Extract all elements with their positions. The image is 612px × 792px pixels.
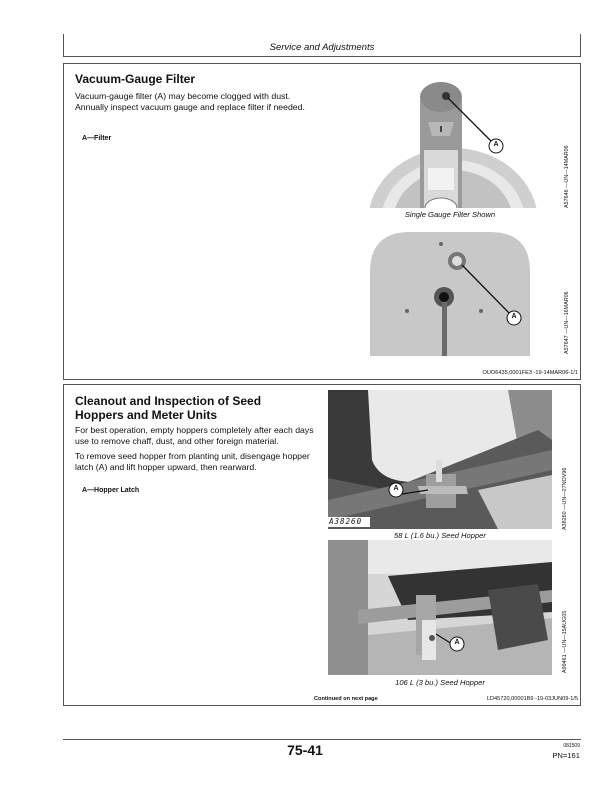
figure-gauge-face-photo [370,232,566,356]
figure-58l-hopper-photo [328,390,552,529]
section-paragraph: For best operation, empty hoppers completely after each days use to remove chaff, dust, and other foreign material. [75,425,314,446]
header-left-rule [63,34,64,56]
figure-side-code: A38260 —UN—27NOV96 [562,467,568,530]
hopper-58l-illustration [328,390,552,529]
callout-hopper-latch: A—Hopper Latch [82,487,140,494]
figure-caption: 106 L (3 bu.) Seed Hopper [395,678,485,687]
gauge-face-illustration [370,232,566,356]
footer-date-code: 081509 [563,743,580,749]
figure-caption: Single Gauge Filter Shown [404,210,496,219]
hopper-106l-illustration [328,540,552,675]
gauge-filter-illustration [370,80,566,208]
figure-gauge-filter-photo [370,80,566,208]
figure-label-a: A [454,639,460,646]
callout-filter: A—Filter [82,135,112,142]
section-paragraph: To remove seed hopper from planting unit, disengage hopper latch (A) and lift hopper upward, then rearward. [75,451,310,472]
figure-caption: 58 L (1.6 bu.) Seed Hopper [394,531,486,540]
figure-side-code: A57646 —UN—14MAR06 [564,145,570,208]
section-title: Vacuum-Gauge Filter [75,72,196,86]
header-right-rule [580,34,581,56]
figure-106l-hopper-photo [328,540,552,675]
figure-label-a: A [493,141,499,148]
header-bottom-rule [63,56,581,57]
figure-side-code: A57647 —UN—16MAR06 [564,291,570,354]
section-paragraph: Vacuum-gauge filter (A) may become clogged with dust. Annually inspect vacuum gauge and replace filter if needed. [75,91,305,112]
section-title-line: Hoppers and Meter Units [75,408,218,422]
section-title [75,394,325,422]
footer-pn: PN=161 [552,751,580,760]
page-number: 75-41 [287,742,323,758]
running-head: Service and Adjustments [269,42,375,53]
footer-rule [63,739,581,740]
reference-code: LD45720,00001B9 -19-03JUN09-1/5 [486,696,578,702]
reference-code: OUO6435,0001FE3 -19-14MAR06-1/1 [482,370,578,376]
section-title-line: Cleanout and Inspection of Seed [75,394,262,408]
photo-stamp: A38260 [329,517,363,526]
figure-label-a: A [393,485,399,492]
figure-label-a: A [511,313,517,320]
continued-note: Continued on next page [314,696,378,702]
figure-side-code: A99461 —UN—15AUG05 [562,610,568,673]
